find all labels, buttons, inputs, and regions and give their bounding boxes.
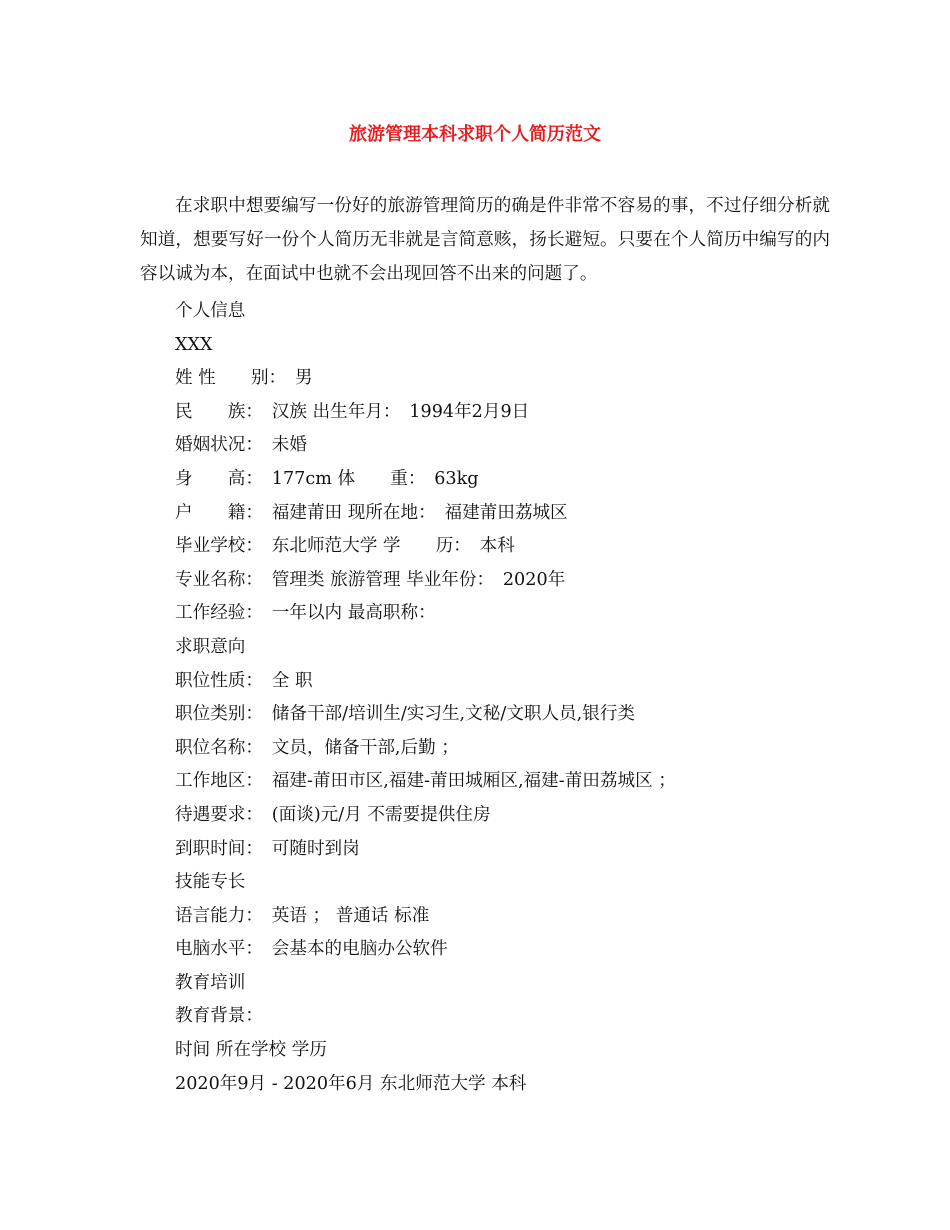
resume-lines xyxy=(175,295,815,1101)
resume-line: 求职意向 xyxy=(175,636,246,657)
resume-line: 电脑水平： 会基本的电脑办公软件 xyxy=(175,939,448,960)
document-title: 旅游管理本科求职个人简历范文 xyxy=(349,124,601,145)
resume-line: 婚姻状况： 未婚 xyxy=(175,435,307,456)
resume-line: 待遇要求： (面谈)元/月 不需要提供住房 xyxy=(175,804,491,825)
resume-line: 到职时间： 可随时到岗 xyxy=(175,838,360,859)
resume-line: 户 籍： 福建莆田 现所在地： 福建莆田荔城区 xyxy=(175,502,568,523)
resume-line: 身 高： 177cm 体 重： 63kg xyxy=(175,468,479,489)
intro-paragraph: 在求职中想要编写一份好的旅游管理简历的确是件非常不容易的事，不过仔细分析就知道，想要写好一份个人简历无非就是言简意赅，扬长避短。只要在个人简历中编写的内容以诚为本，在面试中也就不会出现回答不出来的问题了。 xyxy=(140,196,830,284)
resume-line: 职位名称： 文员，储备干部,后勤 ； xyxy=(175,737,459,758)
resume-line: 专业名称： 管理类 旅游管理 毕业年份： 2020年 xyxy=(175,569,566,590)
resume-line: 职位类别： 储备干部/培训生/实习生,文秘/文职人员,银行类 xyxy=(175,704,636,725)
resume-line: 教育背景： xyxy=(175,1006,263,1027)
resume-line: 民 族： 汉族 出生年月： 1994年2月9日 xyxy=(175,401,530,422)
resume-line: 语言能力： 英语 ； 普通话 标准 xyxy=(175,905,430,926)
resume-line: 毕业学校： 东北师范大学 学 历： 本科 xyxy=(175,536,515,557)
resume-line: 工作经验： 一年以内 最高职称： xyxy=(175,603,436,624)
resume-line: XXX xyxy=(175,334,213,355)
resume-line: 教育培训 xyxy=(175,972,246,993)
resume-line: 职位性质： 全 职 xyxy=(175,670,313,691)
resume-line: 工作地区： 福建-莆田市区,福建-莆田城厢区,福建-莆田荔城区 ； xyxy=(175,771,676,792)
resume-line: 个人信息 xyxy=(175,301,246,321)
resume-line: 姓 性 别： 男 xyxy=(175,368,313,389)
resume-line: 2020年9月 - 2020年6月 东北师范大学 本科 xyxy=(175,1073,527,1094)
resume-line: 技能专长 xyxy=(175,872,246,893)
resume-line: 时间 所在学校 学历 xyxy=(175,1040,327,1061)
